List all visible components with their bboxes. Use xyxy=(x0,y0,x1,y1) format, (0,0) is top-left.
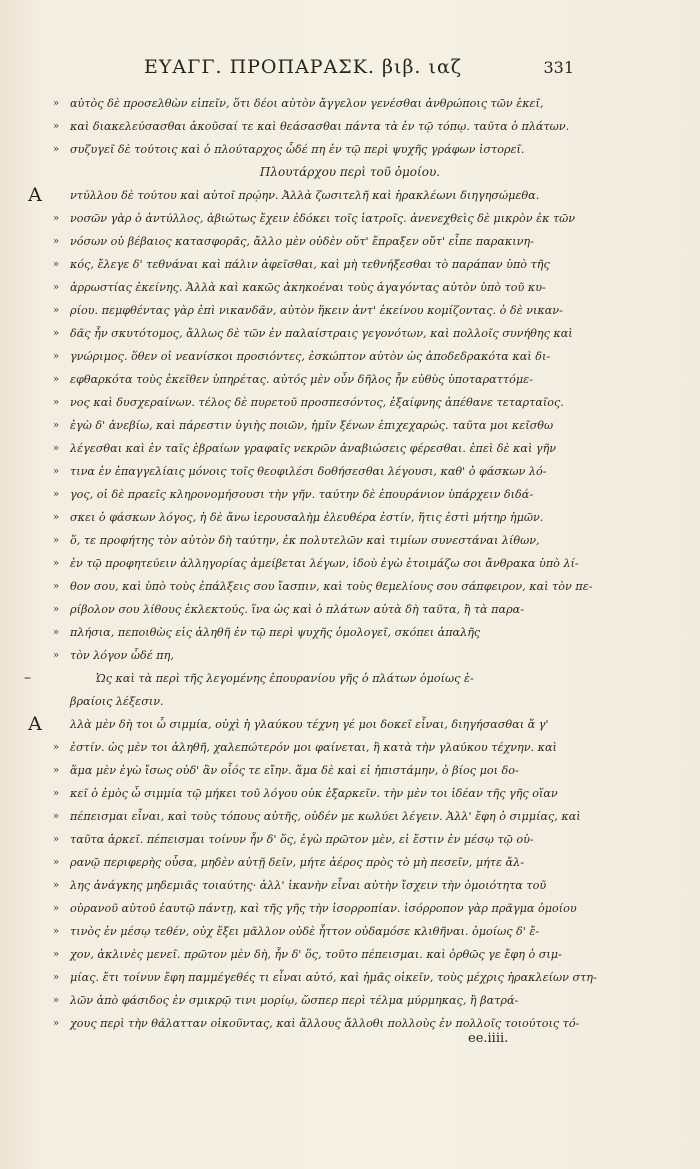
line-text: αὐτὸς δὲ προσελθὼν εἰπεῖν, ὅτι δέοι αὐτὸν ἄγγελον γενέσθαι ἀνθρώποις τῶν ἐκεῖ, xyxy=(70,97,544,110)
line-text: νόσων οὐ βέβαιος κατασφορᾶς, ἄλλο μὲν οὐδὲν οὔτ' ἔπραξεν οὔτ' εἶπε παρακινη- xyxy=(70,235,534,248)
line-text: νος καὶ δυσχεραίνων. τέλος δὲ πυρετοῦ προσπεσόντος, ἐξαίφνης ἀπέθανε τεταρταῖος. xyxy=(70,396,564,409)
text-line xyxy=(53,529,570,552)
text-line xyxy=(53,299,570,322)
text-line xyxy=(53,138,570,161)
page-header xyxy=(144,56,574,82)
line-text: μίας. ἔτι τοίνυν ἔφη παμμέγεθές τι εἶναι αὐτό, καὶ ἡμᾶς οἰκεῖν, τοὺς μέχρις ἡρακλείων στη- xyxy=(70,971,597,984)
quote-marker: » xyxy=(53,604,60,615)
text-line xyxy=(28,713,570,736)
line-text: ὅ, τε προφήτης τὸν αὐτὸν δὴ ταύτην, ἐκ πολυτελῶν καὶ τιμίων συνεστάναι λίθων, xyxy=(70,534,540,547)
line-text: ρανῷ περιφερὴς οὖσα, μηδὲν αὐτῇ δεῖν, μήτε ἀέρος πρὸς τὸ μὴ πεσεῖν, μήτε ἄλ- xyxy=(70,856,524,869)
line-text: ντύλλου δὲ τούτου καὶ αὐτοῖ πρῴην. Ἀλλὰ ζωσιτελῆ καὶ ἡρακλέωνι διηγησώμεθα. xyxy=(70,189,540,202)
quote-marker: » xyxy=(53,98,60,109)
paragraph-block-2 xyxy=(28,184,593,667)
line-text: τινὸς ἐν μέσῳ τεθέν, οὐχ ἕξει μᾶλλον οὐδὲ ἧττον οὐδαμόσε κλιθῆναι. ὁμοίως δ' ἔ- xyxy=(70,925,540,938)
text-line xyxy=(53,460,570,483)
text-line xyxy=(53,345,570,368)
heading-text: βραίοις λέξεσιν. xyxy=(70,695,164,708)
quote-marker: » xyxy=(53,627,60,638)
text-line xyxy=(53,874,570,897)
text-line xyxy=(53,989,570,1012)
line-text: τινα ἐν ἐπαγγελίαις μόνοις τοῖς θεοφιλέσι δοθήσεσθαι λέγουσι, καθ' ὁ φάσκων λό- xyxy=(70,465,547,478)
text-line xyxy=(53,966,597,989)
text-line xyxy=(53,115,570,138)
line-text: λης ἀνάγκης μηδεμιᾶς τοιαύτης· ἀλλ' ἱκανὴν εἶναι αὐτὴν ἴσχειν τὴν ὁμοιότητα τοῦ xyxy=(70,879,547,892)
quote-marker: » xyxy=(53,880,60,891)
quote-marker: » xyxy=(53,535,60,546)
drop-capital: Α xyxy=(28,713,42,735)
text-line xyxy=(53,943,570,966)
quote-marker: » xyxy=(53,466,60,477)
quote-marker: » xyxy=(53,857,60,868)
quote-marker: » xyxy=(53,328,60,339)
line-text: ἀρρωστίας ἐκείνης. Ἀλλὰ καὶ κακῶς ἀκηκοέναι τοὺς ἀγαγόντας αὐτὸν ὑπὸ τοῦ κυ- xyxy=(70,281,546,294)
quote-marker: » xyxy=(53,788,60,799)
line-text: γος, οἱ δὲ πραεῖς κληρονομήσουσι τὴν γῆν. ταύτην δὲ ἐπουράνιον ὑπάρχειν διδά- xyxy=(70,488,534,501)
text-line xyxy=(53,322,573,345)
quote-marker: » xyxy=(53,443,60,454)
line-text: χους περὶ τὴν θάλατταν οἰκοῦντας, καὶ ἄλλους ἄλλοθι πολλοὺς ἐν πολλοῖς τοιούτοις τό- xyxy=(70,1017,580,1030)
line-text: γνώριμος. ὅθεν οἱ νεανίσκοι προσιόντες, ἐσκώπτον αὐτὸν ὡς ἀποδεδρακότα καὶ δι- xyxy=(70,350,551,363)
line-text: καὶ διακελεύσασθαι ἀκοῦσαί τε καὶ θεάσασθαι πάντα τὰ ἐν τῷ τόπῳ. ταῦτα ὁ πλάτων. xyxy=(70,120,570,133)
text-line xyxy=(53,391,570,414)
drop-capital: Α xyxy=(28,184,42,206)
text-line xyxy=(53,644,570,667)
quote-marker: » xyxy=(53,581,60,592)
quote-marker: » xyxy=(53,489,60,500)
text-line xyxy=(53,920,570,943)
quote-marker: » xyxy=(53,834,60,845)
line-text: κεῖ ὁ ἐμὸς ὦ σιμμία τῷ μήκει τοῦ λόγου οὐκ ἐξαρκεῖν. τὴν μὲν τοι ἰδέαν τῆς γῆς οἵαν xyxy=(70,787,558,800)
line-text: κός, ἔλεγε δ' τεθνάναι καὶ πάλιν ἀφεῖσθαι, καὶ μὴ τεθνήξεσθαι τὸ παράπαν ὑπὸ τῆς xyxy=(70,258,550,271)
quote-marker: » xyxy=(53,121,60,132)
line-text: πλήσια, πεποιθὼς εἰς ἀληθῆ ἐν τῷ περὶ ψυχῆς ὁμολογεῖ, σκόπει ἀπαλῆς xyxy=(70,626,481,639)
line-text: τὸν λόγον ὧδέ πη, xyxy=(70,649,174,662)
quote-marker: » xyxy=(53,811,60,822)
text-line xyxy=(53,414,570,437)
line-text: σκει ὁ φάσκων λόγος, ἡ δὲ ἄνω ἱερουσαλὴμ ἐλευθέρα ἐστίν, ἥτις ἐστὶ μήτηρ ἡμῶν. xyxy=(70,511,544,524)
line-text: λῶν ἀπὸ φάσιδος ἐν σμικρῷ τινι μορίῳ, ὥσπερ περὶ τέλμα μύρμηκας, ἢ βατρά- xyxy=(70,994,519,1007)
paragraph-block-3 xyxy=(28,713,597,1035)
quote-marker: » xyxy=(53,259,60,270)
text-line xyxy=(53,575,593,598)
quote-marker: » xyxy=(53,236,60,247)
text-line xyxy=(53,92,570,115)
heading-line xyxy=(70,690,570,713)
line-text: χον, ἀκλινὲς μενεῖ. πρῶτον μὲν δὴ, ἦν δ' ὅς, τοῦτο πέπεισμαι. καὶ ὀρθῶς γε ἔφη ὁ σιμ- xyxy=(70,948,562,961)
quote-marker: » xyxy=(53,1018,60,1029)
text-line xyxy=(53,207,576,230)
running-head: ΕΥΑΓΓ. ΠΡΟΠΑΡΑΣΚ. βιβ. ιαζ xyxy=(144,56,463,78)
line-text: συζυγεῖ δὲ τούτοις καὶ ὁ πλούταρχος ὧδέ πη ἐν τῷ περὶ ψυχῆς γράφων ἱστορεῖ. xyxy=(70,143,525,156)
quote-marker: » xyxy=(53,926,60,937)
paragraph-block-1 xyxy=(53,92,570,161)
quote-marker: » xyxy=(53,420,60,431)
line-text: θον σου, καὶ ὑπὸ τοὺς ἐπάλξεις σου ἴασπιν, καὶ τοὺς θεμελίους σου σάπφειρον, καὶ τὸν πε- xyxy=(70,580,593,593)
line-text: ταῦτα ἀρκεῖ. πέπεισμαι τοίνυν ἦν δ' ὅς, ἐγὼ πρῶτον μὲν, εἰ ἔστιν ἐν μέσῳ τῷ οὐ- xyxy=(70,833,534,846)
text-line xyxy=(53,782,570,805)
heading-line xyxy=(24,667,570,690)
text-line xyxy=(53,851,570,874)
line-text: εφθαρκότα τοὺς ἐκεῖθεν ὑπηρέτας. αὐτός μὲν οὖν δῆλος ἦν εὐθὺς ὑποταραττόμε- xyxy=(70,373,533,386)
line-text: ἐγὼ δ' ἀνεβίω, καὶ πάρεστιν ὑγιὴς ποιῶν, ἡμῖν ξένων ἐπιχεχαρώς. ταῦτα μοι κεῖσθω xyxy=(70,419,554,432)
section-heading-1: Πλουτάρχου περὶ τοῦ ὁμοίου. xyxy=(259,165,441,179)
heading-text: Ὡς καὶ τὰ περὶ τῆς λεγομένης ἐπουρανίου γῆς ὁ πλάτων ὁμοίως ἑ- xyxy=(96,672,474,685)
line-text: ἐστίν. ὡς μὲν τοι ἀληθῆ, χαλεπώτερόν μοι φαίνεται, ἢ κατὰ τὴν γλαύκου τέχνην. καὶ xyxy=(70,741,557,754)
quote-marker: » xyxy=(53,995,60,1006)
quote-marker: » xyxy=(53,512,60,523)
quote-marker: » xyxy=(53,397,60,408)
text-line xyxy=(53,598,570,621)
line-text: δᾶς ἦν σκυτότομος, ἄλλως δὲ τῶν ἐν παλαίστραις γεγονότων, καὶ πολλοῖς συνήθης καὶ xyxy=(70,327,573,340)
quote-marker: » xyxy=(53,558,60,569)
line-text: ἐν τῷ προφητεύειν ἀλληγορίας ἀμείβεται λέγων, ἰδοὺ ἐγὼ ἑτοιμάζω σοι ἄνθρακα ὑπὸ λί- xyxy=(70,557,579,570)
text-line xyxy=(53,368,570,391)
line-text: ρίβολον σου λίθους ἐκλεκτούς. ἵνα ὡς καὶ ὁ πλάτων αὐτὰ δὴ ταῦτα, ἢ τὰ παρα- xyxy=(70,603,524,616)
text-line xyxy=(53,276,570,299)
line-text: λλὰ μὲν δὴ τοι ὦ σιμμία, οὐχὶ ἡ γλαύκου τέχνη γέ μοι δοκεῖ εἶναι, διηγήσασθαι ἅ γ' xyxy=(70,718,549,731)
text-line xyxy=(28,184,570,207)
quote-marker: » xyxy=(53,765,60,776)
quote-marker: » xyxy=(53,374,60,385)
line-text: ἅμα μὲν ἐγὼ ἴσως οὐδ' ἂν οἷός τε εἴην. ἅμα δὲ καὶ εἰ ἠπιστάμην, ὁ βίος μοι δο- xyxy=(70,764,519,777)
signature-mark: ee.iiii. xyxy=(468,1031,509,1046)
quote-marker: » xyxy=(53,305,60,316)
quote-marker: » xyxy=(53,351,60,362)
text-line xyxy=(53,828,570,851)
text-line xyxy=(53,736,570,759)
quote-marker: » xyxy=(53,213,60,224)
quote-marker: » xyxy=(53,650,60,661)
quote-marker: » xyxy=(53,903,60,914)
text-line xyxy=(53,759,570,782)
text-line xyxy=(53,621,570,644)
line-text: ρίου. πεμφθέντας γὰρ ἐπὶ νικανδᾶν, αὐτὸν ἥκειν ἀντ' ἐκείνου κομίζοντας. ὁ δὲ νικαν- xyxy=(70,304,563,317)
section-heading-2 xyxy=(24,667,570,713)
text-line xyxy=(53,552,579,575)
quote-marker: » xyxy=(53,742,60,753)
text-line xyxy=(53,483,570,506)
line-text: πέπεισμαι εἶναι, καὶ τοὺς τόπους αὐτῆς, οὐδέν με κωλύει λέγειν. Ἀλλ' ἔφη ὁ σιμμίας, καὶ xyxy=(70,810,581,823)
quote-marker: » xyxy=(53,949,60,960)
text-line xyxy=(53,437,570,460)
line-text: λέγεσθαι καὶ ἐν ταῖς ἑβραίων γραφαῖς νεκρῶν ἀναβιώσεις φέρεσθαι. ἐπεὶ δὲ καὶ γῆν xyxy=(70,442,557,455)
quote-marker: » xyxy=(53,282,60,293)
text-line xyxy=(53,897,577,920)
main-text xyxy=(24,92,597,1035)
text-line xyxy=(53,805,581,828)
quote-marker: » xyxy=(53,972,60,983)
quote-marker: » xyxy=(53,144,60,155)
line-text: οὐρανοῦ αὐτοῦ ἑαυτῷ πάντῃ, καὶ τῆς γῆς τὴν ἰσορροπίαν. ἰσόρροπον γὰρ πρᾶγμα ὁμοίου xyxy=(70,902,577,915)
margin-dash: – xyxy=(24,670,31,686)
page-number: 331 xyxy=(543,58,574,77)
text-line xyxy=(53,506,570,529)
line-text: νοσῶν γὰρ ὁ ἀντύλλος, ἀβιώτως ἔχειν ἐδόκει τοῖς ἰατροῖς. ἀνενεχθεὶς δὲ μικρὸν ἐκ τῶν xyxy=(70,212,576,225)
text-line xyxy=(53,253,570,276)
text-line xyxy=(53,230,570,253)
